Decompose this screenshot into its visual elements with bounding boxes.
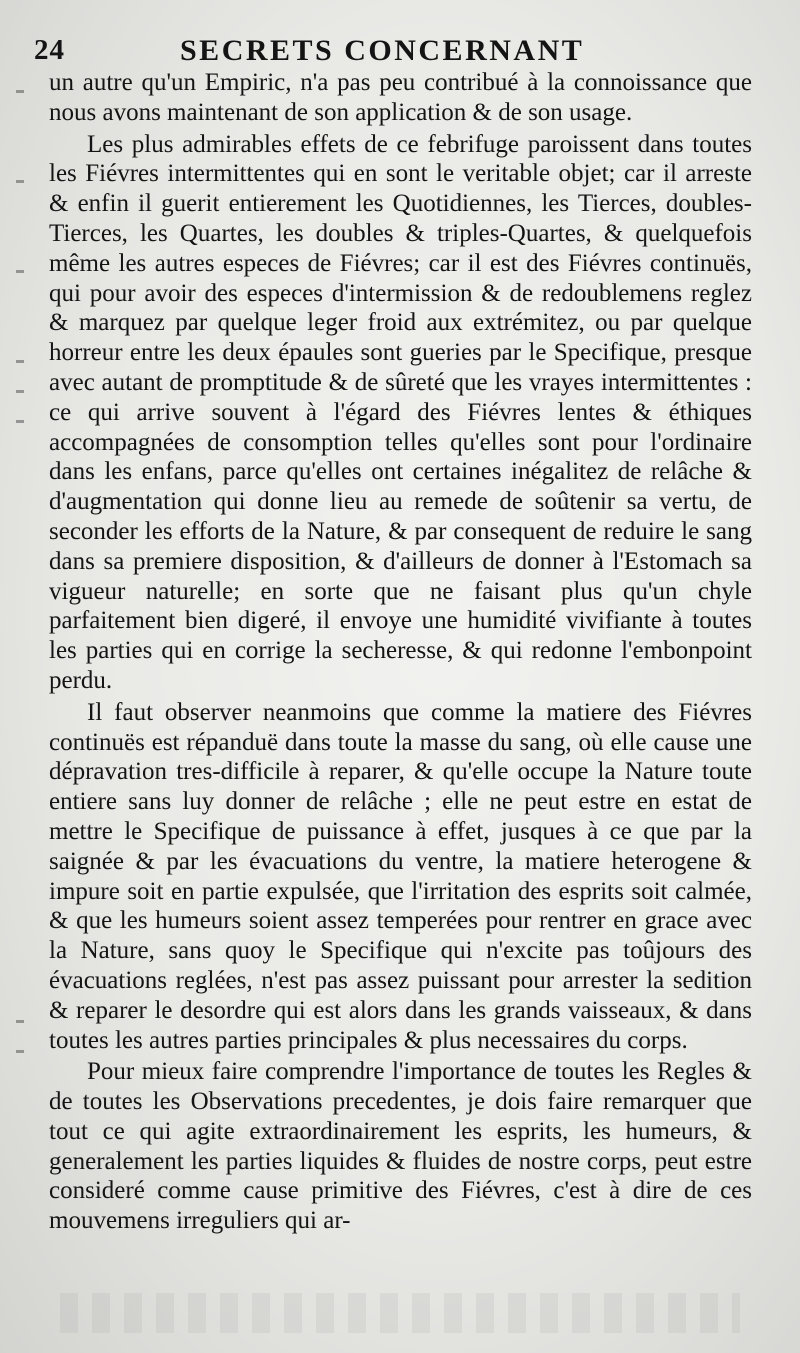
page-header xyxy=(28,26,780,66)
running-head: SECRETS CONCERNANT xyxy=(180,34,585,67)
show-through-texture xyxy=(60,1293,740,1333)
page-number: 24 xyxy=(34,34,65,66)
paragraph: Les plus admirables effets de ce febrifuge paroissent dans toutes les Fiévres intermittentes qui en sont le veritable objet; car il arreste & enfin il guerit entierement les Quotidiennes, les Tierces, doubles-Tierces, les Quartes, les doubles & triples-Quartes, & quelquefois même les autres especes de Fiévres; car il est des Fiévres continuës, qui pour avoir des especes d'intermission & de redoublemens reglez & marquez par quelque leger froid aux extrémitez, ou par quelque horreur entre les deux épaules sont gueries par le Specifique, presque avec autant de promptitude & de sûreté que les vrayes intermittentes : ce qui arrive souvent à l'égard des Fiévres lentes & éthiques accompagnées de consomption telles qu'elles sont pour l'ordinaire dans les enfans, parce qu'elles ont certaines inégalitez de relâche & d'augmentation qui donne lieu au remede de soûtenir sa vertu, de seconder les efforts de la Nature, & par consequent de reduire le sang dans sa premiere disposition, & d'ailleurs de donner à l'Estomach sa vigueur naturelle; en sorte que ne faisant plus qu'un chyle parfaitement bien digeré, il envoye une humidité vivifiante à toutes les parties qui en corrige la secheresse, & qui redonne l'embonpoint perdu. xyxy=(49,130,752,694)
body-text xyxy=(49,68,752,1236)
margin-bleed-marks xyxy=(16,70,36,1150)
paragraph-continuation: un autre qu'un Empiric, n'a pas peu contribué à la connoissance que nous avons maintenant de son application & de son usage. xyxy=(49,69,752,126)
paragraph: Il faut observer neanmoins que comme la matiere des Fiévres continuës est répanduë dans toute la masse du sang, où elle cause une dépravation tres-difficile à reparer, & qu'elle occupe la Nature toute entiere sans luy donner de relâche ; elle ne peut estre en estat de mettre le Specifique de puissance à effet, jusques à ce que par la saignée & par les évacuations du ventre, la matiere heterogene & impure soit en partie expulsée, que l'irritation des esprits soit calmée, & que les humeurs soient assez temperées pour rentrer en grace avec la Nature, sans quoy le Specifique qui n'excite pas toûjours des évacuations reglées, n'est pas assez puissant pour arrester la sedition & reparer le desordre qui est alors dans les grands vaisseaux, & dans toutes les autres parties principales & plus necessaires du corps. xyxy=(49,698,752,1054)
paragraph: Pour mieux faire comprendre l'importance de toutes les Regles & de toutes les Observations precedentes, je dois faire remarquer que tout ce qui agite extraordinairement les esprits, les humeurs, & generalement les parties liquides & fluides de nostre corps, peut estre consideré comme cause primitive des Fiévres, c'est à dire de ces mouvemens irreguliers qui ar- xyxy=(49,1058,752,1235)
